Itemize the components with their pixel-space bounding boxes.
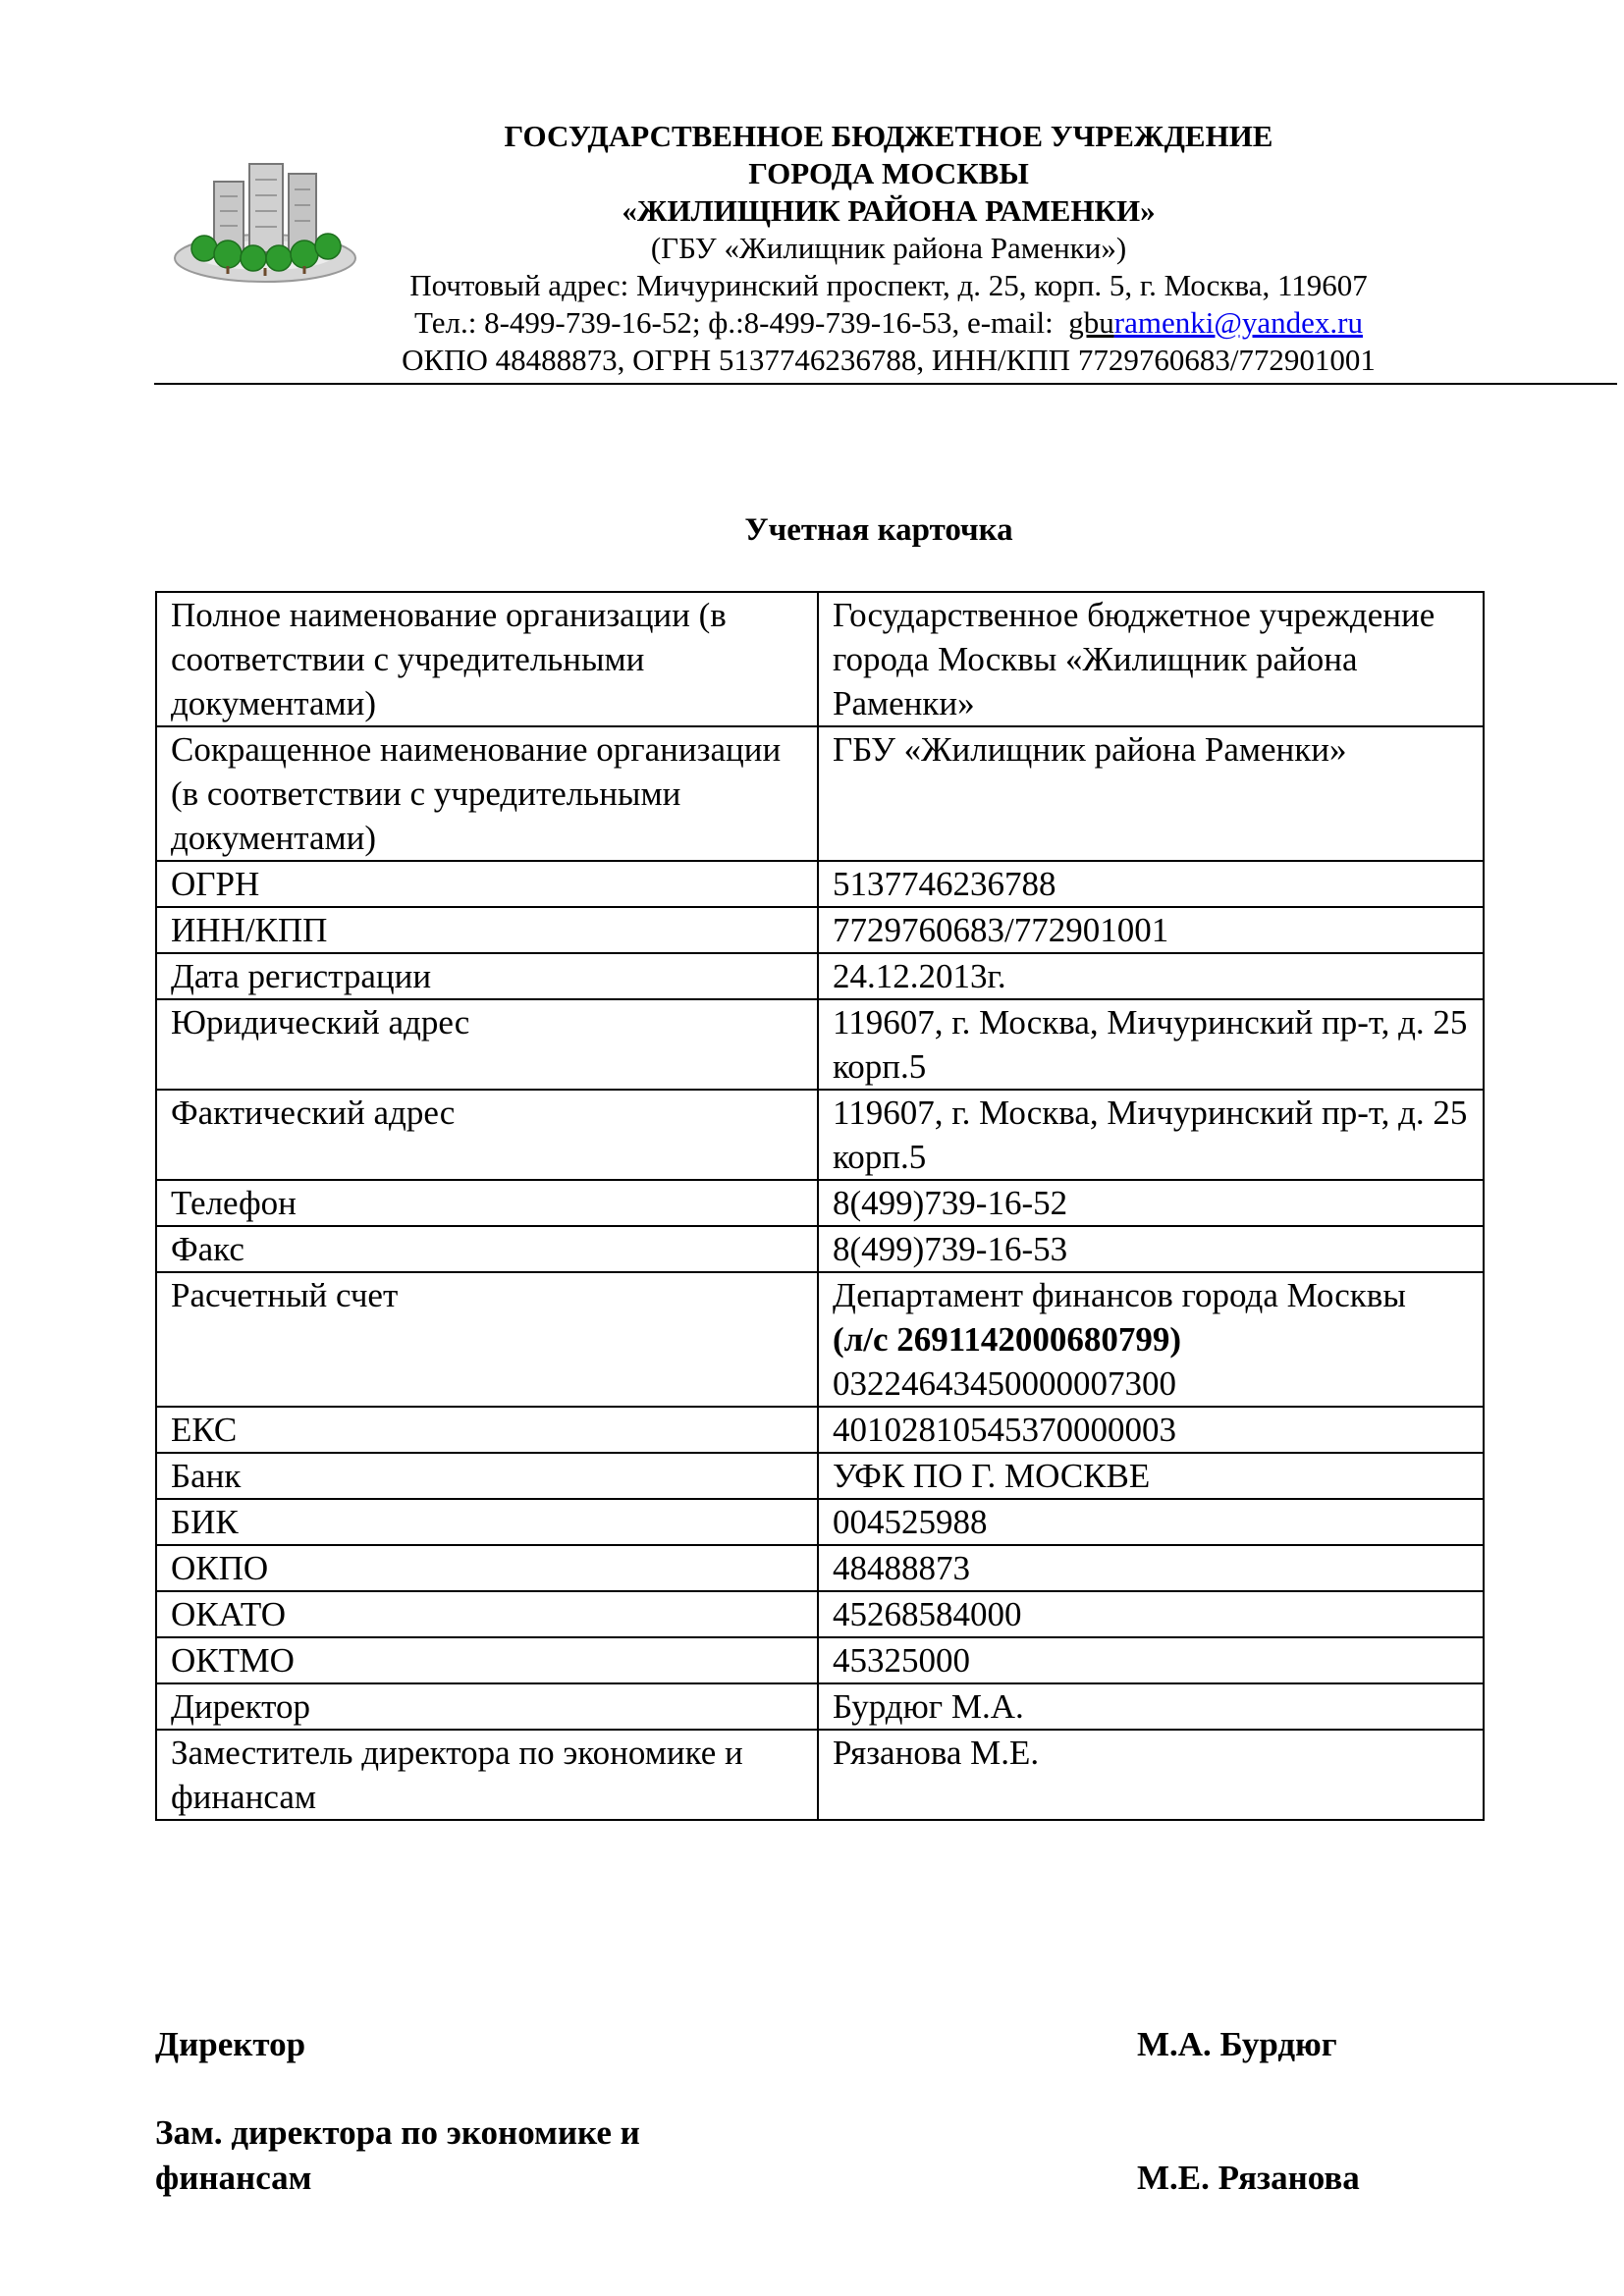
table-row	[156, 953, 1484, 999]
row-value: Рязанова М.Е.	[818, 1730, 1484, 1820]
row-value: 004525988	[818, 1499, 1484, 1545]
row-label: Фактический адрес	[156, 1090, 818, 1180]
deputy-signature-name: М.Е. Рязанова	[1137, 2159, 1360, 2197]
table-row	[156, 1407, 1484, 1453]
table-row	[156, 592, 1484, 726]
row-value: 5137746236788	[818, 861, 1484, 907]
org-name-line1: ГОСУДАРСТВЕННОЕ БЮДЖЕТНОЕ УЧРЕЖДЕНИЕ	[504, 119, 1273, 153]
row-value: 8(499)739-16-52	[818, 1180, 1484, 1226]
account-card-table	[155, 591, 1485, 1821]
table-row	[156, 907, 1484, 953]
row-value: 45268584000	[818, 1591, 1484, 1637]
table-row	[156, 1730, 1484, 1820]
deputy-title-line1: Зам. директора по экономике и	[155, 2113, 640, 2152]
row-value: Государственное бюджетное учреждение города Москвы «Жилищник района Раменки»	[818, 592, 1484, 726]
row-value: 45325000	[818, 1637, 1484, 1683]
table-row	[156, 1591, 1484, 1637]
row-value: 119607, г. Москва, Мичуринский пр-т, д. 25 корп.5	[818, 999, 1484, 1090]
row-value: 40102810545370000003	[818, 1407, 1484, 1453]
contacts-phones: Тел.: 8-499-739-16-52; ф.:8-499-739-16-53, e-mail:	[413, 305, 1054, 340]
table-row	[156, 1453, 1484, 1499]
table-row	[156, 1545, 1484, 1591]
row-value: 119607, г. Москва, Мичуринский пр-т, д. 25 корп.5	[818, 1090, 1484, 1180]
row-label: Полное наименование организации (в соответствии с учредительными документами)	[156, 592, 818, 726]
treasury-account-number: 03224643450000007300	[833, 1364, 1176, 1403]
row-value: 24.12.2013г.	[818, 953, 1484, 999]
table-row	[156, 1683, 1484, 1730]
row-label: Расчетный счет	[156, 1272, 818, 1407]
row-label: Телефон	[156, 1180, 818, 1226]
deputy-signature-title	[155, 2110, 640, 2201]
row-label: Заместитель директора по экономике и финансам	[156, 1730, 818, 1820]
row-label: Юридический адрес	[156, 999, 818, 1090]
row-label: Директор	[156, 1683, 818, 1730]
org-name-line2: ГОРОДА МОСКВЫ	[748, 156, 1029, 190]
registration-codes: ОКПО 48488873, ОГРН 5137746236788, ИНН/КПП 7729760683/772901001	[402, 343, 1376, 377]
account-holder: Департамент финансов города Москвы	[833, 1276, 1406, 1314]
row-value: ГБУ «Жилищник района Раменки»	[818, 726, 1484, 861]
row-label: ОКАТО	[156, 1591, 818, 1637]
postal-address: Почтовый адрес: Мичуринский проспект, д. 25, корп. 5, г. Москва, 119607	[409, 268, 1368, 302]
table-row	[156, 1272, 1484, 1407]
row-value: 7729760683/772901001	[818, 907, 1484, 953]
org-short-name: (ГБУ «Жилищник района Раменки»)	[650, 231, 1127, 265]
table-row	[156, 1090, 1484, 1180]
table-row	[156, 999, 1484, 1090]
director-signature-name: М.А. Бурдюг	[1137, 2025, 1337, 2063]
row-value: Бурдюг М.А.	[818, 1683, 1484, 1730]
row-label: Дата регистрации	[156, 953, 818, 999]
table-row	[156, 1180, 1484, 1226]
contacts-line	[324, 304, 1453, 342]
row-value: 48488873	[818, 1545, 1484, 1591]
org-name-line3: «ЖИЛИЩНИК РАЙОНА РАМЕНКИ»	[622, 193, 1156, 228]
table-row	[156, 726, 1484, 861]
deputy-title-line2: финансам	[155, 2159, 312, 2197]
row-label: ОКПО	[156, 1545, 818, 1591]
row-value: УФК ПО Г. МОСКВЕ	[818, 1453, 1484, 1499]
header-divider	[154, 383, 1617, 385]
table-row	[156, 1637, 1484, 1683]
row-label: ОГРН	[156, 861, 818, 907]
row-label: ЕКС	[156, 1407, 818, 1453]
row-value: 8(499)739-16-53	[818, 1226, 1484, 1272]
personal-account-number: (л/с 2691142000680799)	[833, 1320, 1182, 1359]
row-label: Сокращенное наименование организации (в соответствии с учредительными документами)	[156, 726, 818, 861]
table-row	[156, 1499, 1484, 1545]
row-label: Банк	[156, 1453, 818, 1499]
table-row	[156, 861, 1484, 907]
email-link-part1[interactable]: gbu	[1068, 305, 1114, 340]
table-row	[156, 1226, 1484, 1272]
row-label: Факс	[156, 1226, 818, 1272]
row-label: БИК	[156, 1499, 818, 1545]
row-value	[818, 1272, 1484, 1407]
email-link-part2[interactable]: ramenki@yandex.ru	[1113, 305, 1363, 340]
row-label: ИНН/КПП	[156, 907, 818, 953]
row-label: ОКТМО	[156, 1637, 818, 1683]
page-title: Учетная карточка	[744, 512, 1013, 548]
director-signature-title: Директор	[155, 2025, 306, 2063]
letterhead	[324, 118, 1453, 379]
